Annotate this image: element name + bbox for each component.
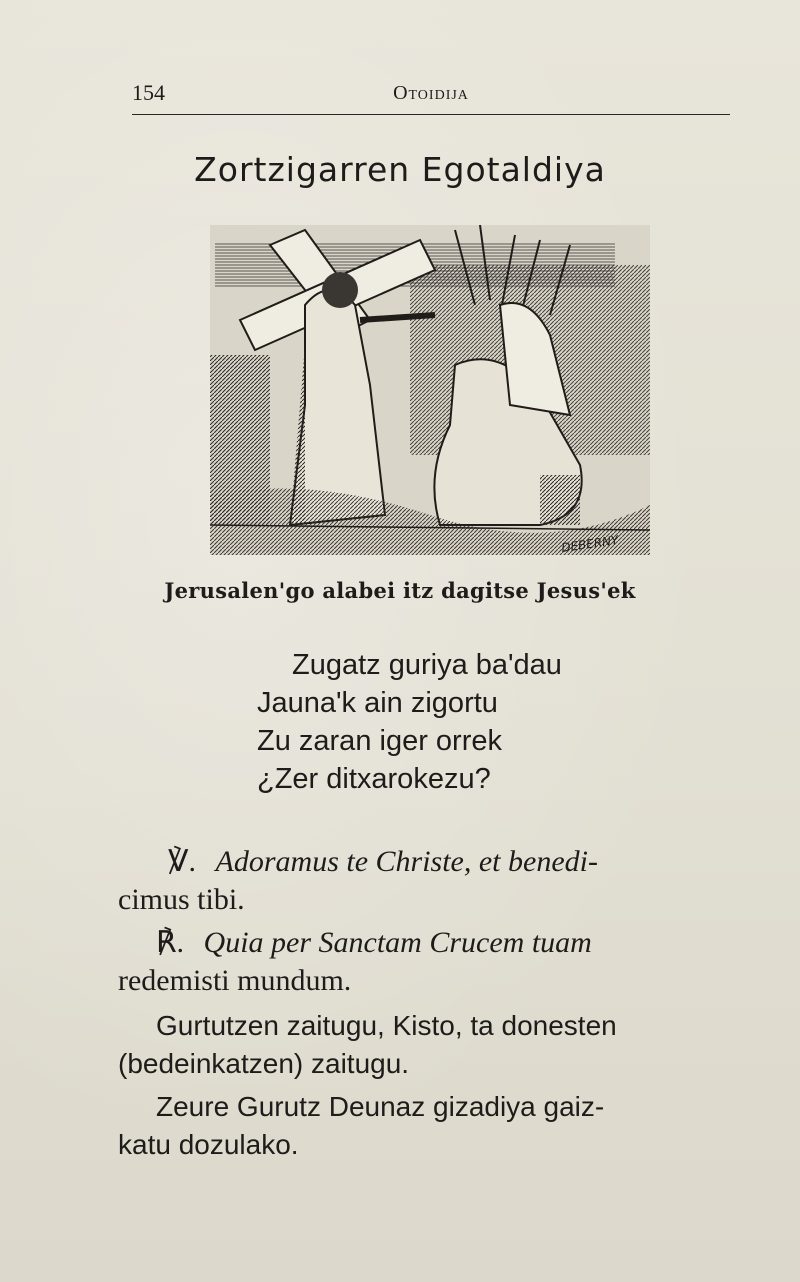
versicle-line [118,843,730,881]
response-line [118,924,730,962]
versicle-symbol: ℣. [168,845,197,878]
paragraph-line: katu dozulako. [118,1129,299,1160]
section-title: Zortzigarren Egotaldiya [194,150,606,189]
verse-line: Zugatz guriya ba'dau [292,649,562,681]
illustration-caption: Jerusalen'go alabei itz dagitse Jesus'ek [164,578,636,603]
response-line-2: redemisti mundum. [118,964,352,997]
versicle-text: Adoramus te Christe, et benedi- [215,845,598,878]
response-symbol: ℟. [156,926,185,959]
verse-line: Zu zaran iger orrek [257,725,502,757]
versicle-line-2: cimus tibi. [118,883,245,916]
paragraph-line [118,1088,730,1126]
engraving-illustration [210,225,650,555]
paragraph-text: Gurtutzen zaitugu, Kisto, ta donesten [156,1010,617,1041]
page-header [132,74,730,115]
running-head: Otoidija [393,82,469,104]
paragraph-text: Zeure Gurutz Deunaz gizadiya gaiz- [156,1091,605,1122]
response-text: Quia per Sanctam Crucem tuam [203,926,592,959]
page-number: 154 [132,80,165,105]
verse-line: ¿Zer ditxarokezu? [257,763,491,795]
verse-line: Jauna'k ain zigortu [257,687,498,719]
paragraph-line [118,1007,730,1045]
engraver-signature: DEBERNY [560,533,620,555]
paragraph-line: (bedeinkatzen) zaitugu. [118,1048,410,1079]
